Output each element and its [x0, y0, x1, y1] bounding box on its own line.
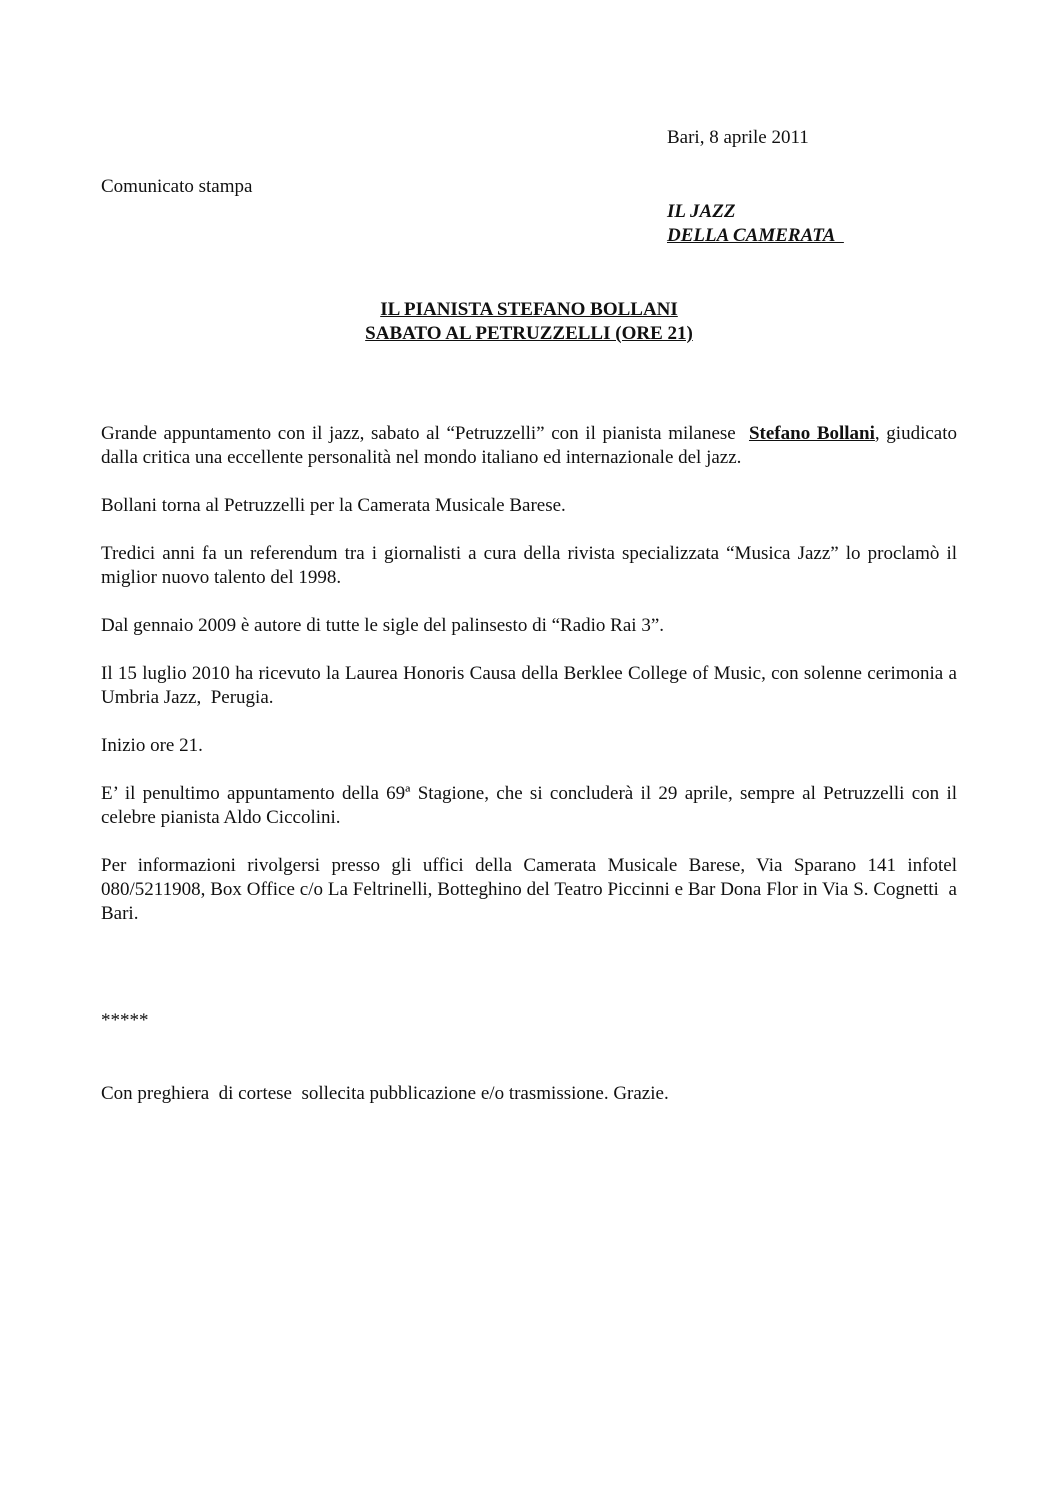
body-paragraph-1 [101, 422, 962, 470]
body-paragraph-2: Bollani torna al Petruzzelli per la Camerata Musicale Barese. [101, 495, 566, 516]
body-paragraph-4: Dal gennaio 2009 è autore di tutte le sigle del palinsesto di “Radio Rai 3”. [101, 615, 664, 636]
body-paragraph-5: Il 15 luglio 2010 ha ricevuto la Laurea Honoris Causa della Berklee College of Music, con solenne cerimonia a Umbria Jazz, Perugia. [101, 663, 962, 708]
title-line-1: IL PIANISTA STEFANO BOLLANI [380, 299, 678, 320]
body-paragraph-8: Per informazioni rivolgersi presso gli uffici della Camerata Musicale Barese, Via Sparano 141 infotel 080/5211908, Box Office c/o La Feltrinelli, Botteghino del Teatro Piccinni e Bar Dona Flor in Via S. Cognetti a Bari. [101, 855, 962, 924]
body-paragraph-3: Tredici anni fa un referendum tra i giornalisti a cura della rivista specializzata “Musica Jazz” lo proclamò il miglior nuovo talento del 1998. [101, 543, 957, 588]
artist-name: Stefano Bollani [748, 423, 875, 444]
section-separator: ***** [101, 1010, 149, 1031]
body-paragraph-7: E’ il penultimo appuntamento della 69ª Stagione, che si concluderà il 29 aprile, sempre al Petruzzelli con il celebre pianista Aldo Ciccolini. [101, 783, 957, 828]
series-name-line-2: DELLA CAMERATA [667, 225, 844, 246]
series-name [667, 200, 844, 248]
paragraph-1-rest: , giudicato dalla critica una eccellente personalità nel mondo italiano ed internazionale del jazz. [101, 423, 962, 468]
press-release-date: Bari, 8 aprile 2011 [667, 127, 809, 148]
closing-note: Con preghiera di cortese sollecita pubblicazione e/o trasmissione. Grazie. [101, 1083, 669, 1104]
series-name-line-1: IL JAZZ [667, 201, 736, 222]
press-release-body [101, 422, 962, 950]
press-release-title [0, 298, 1058, 346]
title-line-2: SABATO AL PETRUZZELLI (ORE 21) [365, 323, 693, 344]
body-paragraph-6: Inizio ore 21. [101, 735, 203, 756]
document-type-label: Comunicato stampa [101, 176, 253, 197]
paragraph-1-intro: Grande appuntamento con il jazz, sabato al “Petruzzelli” con il pianista milanese [101, 423, 749, 444]
